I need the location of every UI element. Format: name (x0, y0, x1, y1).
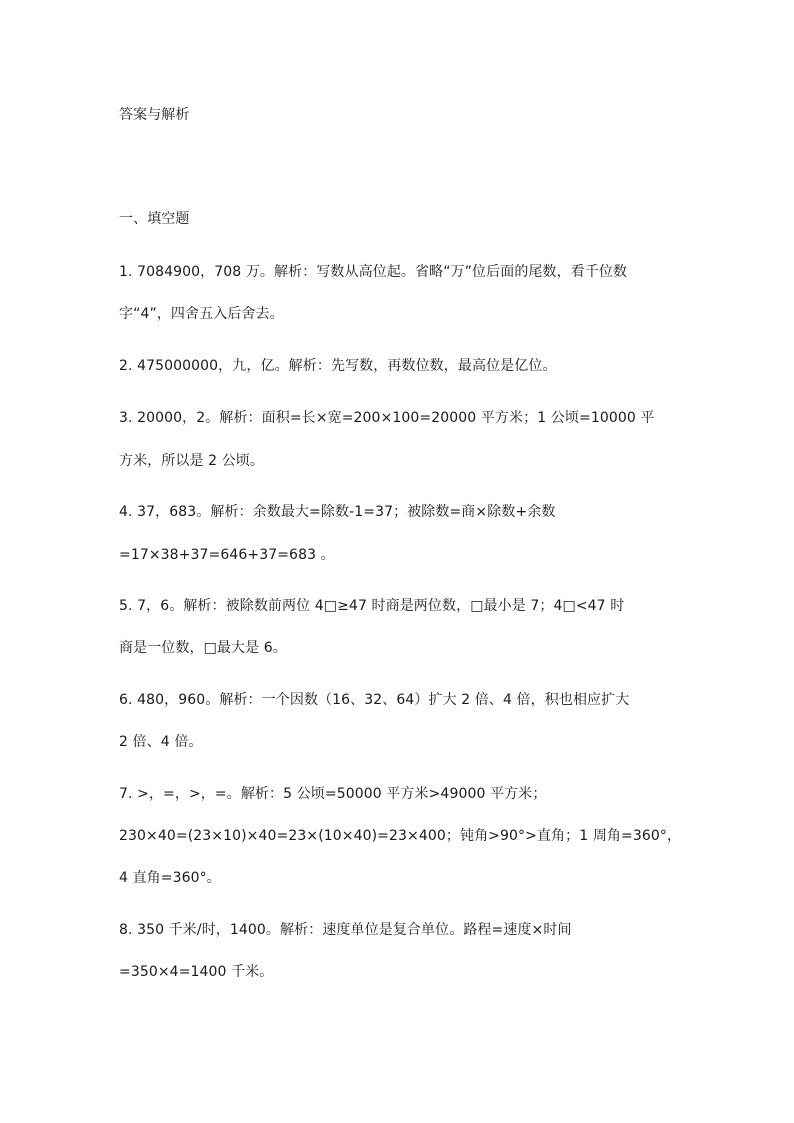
answer-7-line-1: 7. >，=，>，=。解析：5 公顷=50000 平方米>49000 平方米； (119, 786, 547, 802)
answer-3-line-1: 3. 20000，2。解析：面积=长×宽=200×100=20000 平方米；1 公顷=10000 平 (119, 410, 655, 426)
answer-4-line-2: =17×38+37=646+37=683 。 (119, 547, 335, 563)
answer-2-line-1: 2. 475000000，九，亿。解析：先写数，再数位数，最高位是亿位。 (119, 358, 557, 374)
section-heading: 一、填空题 (119, 211, 190, 227)
answer-7-line-2: 230×40=(23×10)×40=23×(10×40)=23×400；钝角>90°>直角；1 周角=360°， (119, 828, 682, 844)
answer-8-line-1: 8. 350 千米/时，1400。解析：速度单位是复合单位。路程=速度×时间 (119, 922, 572, 938)
page-title: 答案与解析 (119, 107, 190, 123)
answer-3-line-2: 方米，所以是 2 公顷。 (119, 453, 265, 469)
answer-5-line-1: 5. 7，6。解析：被除数前两位 4□≥47 时商是两位数，□最小是 7；4□<47 时 (119, 598, 625, 614)
answer-6-line-2: 2 倍、4 倍。 (119, 734, 203, 750)
answer-1-line-1: 1. 7084900，708 万。解析：写数从高位起。省略“万”位后面的尾数，看千位数 (119, 264, 628, 280)
answer-4-line-1: 4. 37，683。解析：余数最大=除数-1=37；被除数=商×除数+余数 (119, 504, 556, 520)
answer-5-line-2: 商是一位数，□最大是 6。 (119, 640, 287, 656)
answer-7-line-3: 4 直角=360°。 (119, 870, 221, 886)
answer-1-line-2: 字“4”，四舍五入后舍去。 (119, 306, 284, 322)
answer-6-line-1: 6. 480，960。解析：一个因数（16、32、64）扩大 2 倍、4 倍，积也相应扩大 (119, 692, 630, 708)
answer-8-line-2: =350×4=1400 千米。 (119, 964, 274, 980)
